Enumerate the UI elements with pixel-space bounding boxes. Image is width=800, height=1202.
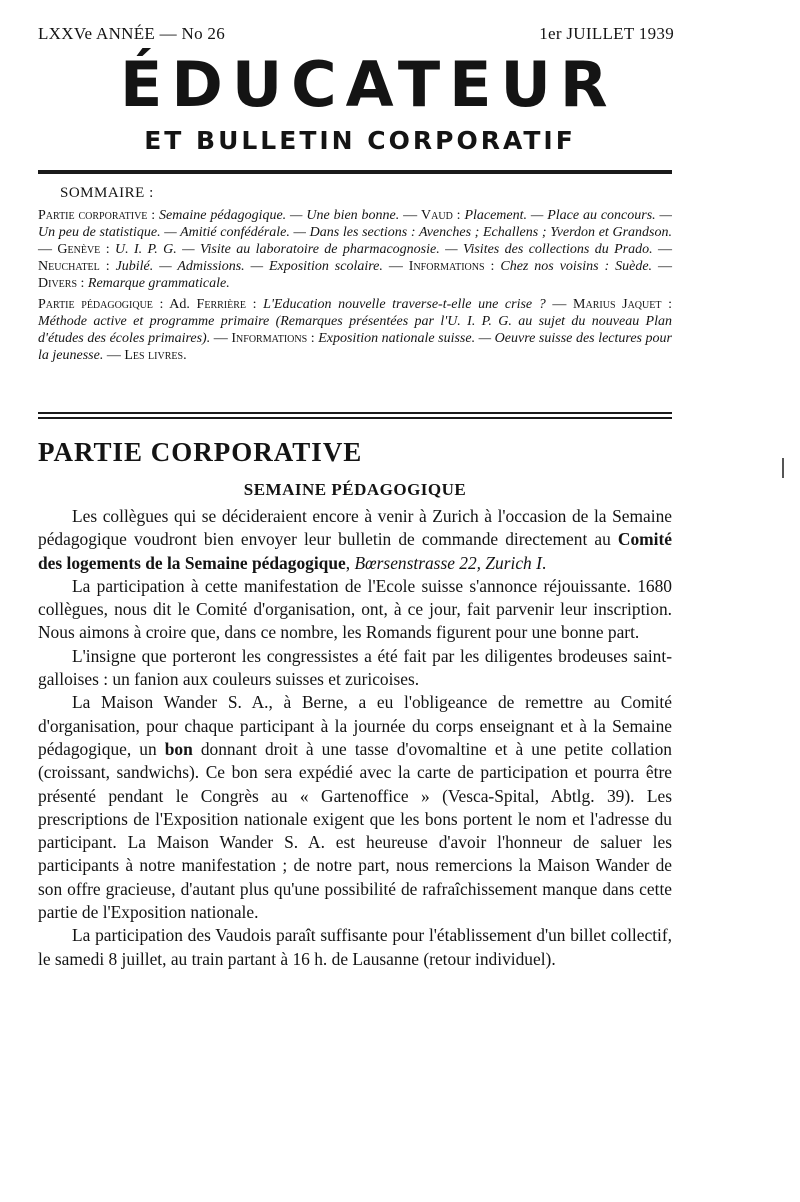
- sommaire-entry: L'Education nouvelle traverse-t-elle une crise ?: [263, 297, 546, 312]
- sommaire-title: SOMMAIRE :: [60, 185, 154, 201]
- margin-mark: [782, 458, 784, 478]
- paragraph-4: [38, 691, 672, 924]
- issue-date: 1er JUILLET 1939: [539, 24, 674, 43]
- sep: :: [661, 297, 672, 312]
- sep: —: [38, 242, 58, 257]
- sommaire-entry: Jubilé. — Admissions. — Exposition scolaire.: [115, 259, 383, 274]
- sep: —: [210, 331, 232, 346]
- text-run: donnant droit à une tasse d'ovomaltine et à une petite collation (croissant, sandwichs). Ce bon sera expédié avec la carte de participation et pourra être présenté pendant le Congrès au « Gartenoffice » (Vesca-Spital, Abtlg. 39). Les prescriptions de l'Exposition nationale exigent que les bons portent le nom et l'adresse du participant. La Maison Wander S. A. est heureuse d'avoir l'honneur de saluer les participants à notre manifestation ; de notre part, nous remercions la Maison Wander de son offre gracieuse, d'autant plus qu'une possibilité de rafraîchissement manque dans cette partie de l'Exposition nationale.: [38, 738, 672, 923]
- sep: —: [382, 259, 409, 274]
- issue-number: LXXVe ANNÉE — No 26: [38, 24, 226, 43]
- bold-run: bon: [164, 738, 193, 759]
- paragraph-3: L'insigne que porteront les congressistes a été fait par les diligentes brodeuses saint-galloises : un fanion aux couleurs suisses et zuricoises.: [38, 645, 672, 690]
- sep: —: [652, 259, 673, 274]
- sommaire-author: Marius Jaquet: [573, 297, 662, 312]
- paragraph-5: La participation des Vaudois paraît suffisante pour l'établissement d'un billet collectif, le samedi 8 juillet, au train partant à 16 h. de Lausanne (retour individuel).: [38, 925, 672, 969]
- text-run: .: [541, 552, 547, 573]
- sep: :: [147, 208, 160, 223]
- text-run: La Maison Wander S. A., à Berne, a eu l'obligeance de remettre au Comité d'organisation, pour chaque participant à la journée du corps enseignant et à la Semaine pédagogique, un: [38, 692, 672, 759]
- sep: :: [99, 259, 116, 274]
- sommaire-region: Divers: [38, 276, 78, 291]
- sommaire-entry: U. I. P. G. — Visite au laboratoire de pharmacognosie. — Visites des collections du Prado.: [114, 242, 653, 257]
- sep: :: [452, 208, 465, 223]
- sommaire-entry: Chez nos voisins : Suède.: [500, 259, 653, 274]
- sommaire-entry: Exposition nationale suisse. — Oeuvre suisse des lectures pour la jeunesse.: [38, 331, 673, 363]
- sep: :: [100, 242, 115, 257]
- sommaire-region: Les livres: [124, 348, 184, 363]
- sommaire-rule-top: [38, 412, 672, 414]
- masthead-subtitle: ET BULLETIN CORPORATIF: [144, 126, 576, 155]
- sommaire-region: Vaud: [421, 208, 453, 223]
- sommaire-entry: Semaine pédagogique. — Une bien bonne.: [159, 208, 400, 223]
- sommaire-corporative: [38, 207, 672, 292]
- sommaire-region: Informations: [231, 331, 308, 346]
- paragraph-1: [38, 505, 672, 575]
- sep: :: [484, 259, 501, 274]
- article-body: [38, 505, 672, 971]
- paragraph-2: La participation à cette manifestation de l'Ecole suisse s'annonce réjouissante. 1680 collègues, nous dit le Comité d'organisation, ont, à ce jour, fait parvenir leur inscription. Nous aimons à croire que, dans ce nombre, les Romands figurent pour une bonne part.: [38, 575, 672, 643]
- article-title: SEMAINE PÉDAGOGIQUE: [243, 480, 467, 499]
- sep: —: [399, 208, 422, 223]
- sommaire-rule-bottom: [38, 417, 672, 419]
- sep: :: [77, 276, 88, 291]
- text-run: Les collègues qui se décideraient encore à venir à Zurich à l'occasion de la Semaine pédagogique voudront bien envoyer leur bulletin de commande directement au: [38, 506, 672, 550]
- masthead-rule: [38, 170, 672, 174]
- sommaire-entry: Remarque grammaticale.: [87, 276, 230, 291]
- sep: :: [307, 331, 319, 346]
- sommaire-region: Genève: [57, 242, 101, 257]
- sep: :: [246, 297, 264, 312]
- sommaire-peda-label: Partie pédagogique: [38, 297, 153, 312]
- address-run: Bœrsenstrasse 22, Zurich I: [354, 552, 542, 573]
- sep: —: [652, 242, 673, 257]
- sommaire-corp-label: Partie corporative: [38, 208, 148, 223]
- sep: : Ad.: [152, 297, 197, 312]
- bold-run: Comité des logements de la Semaine pédagogique: [38, 529, 672, 573]
- sommaire-author: Ferrière: [196, 297, 246, 312]
- sep: —: [103, 348, 125, 363]
- text-run: ,: [345, 552, 355, 573]
- section-title: PARTIE CORPORATIVE: [38, 437, 363, 467]
- sommaire-entry: Placement. — Place au concours. — Un peu de statistique. — Amitié confédérale. — Dans les sections : Avenches ; Echallens ; Yverdon et Grandson.: [38, 208, 672, 240]
- sep: —: [545, 297, 574, 312]
- sep: .: [183, 348, 187, 363]
- sommaire-region: Informations: [408, 259, 485, 274]
- sommaire: [38, 207, 672, 368]
- sommaire-entry: Méthode active et programme primaire (Remarques présentées par l'U. I. P. G. au sujet du nouveau Plan d'études des écoles primaires).: [38, 314, 672, 346]
- sommaire-region: Neuchatel: [38, 259, 100, 274]
- sommaire-pedagogique: [38, 296, 672, 364]
- masthead-title: ÉDUCATEUR: [120, 48, 617, 121]
